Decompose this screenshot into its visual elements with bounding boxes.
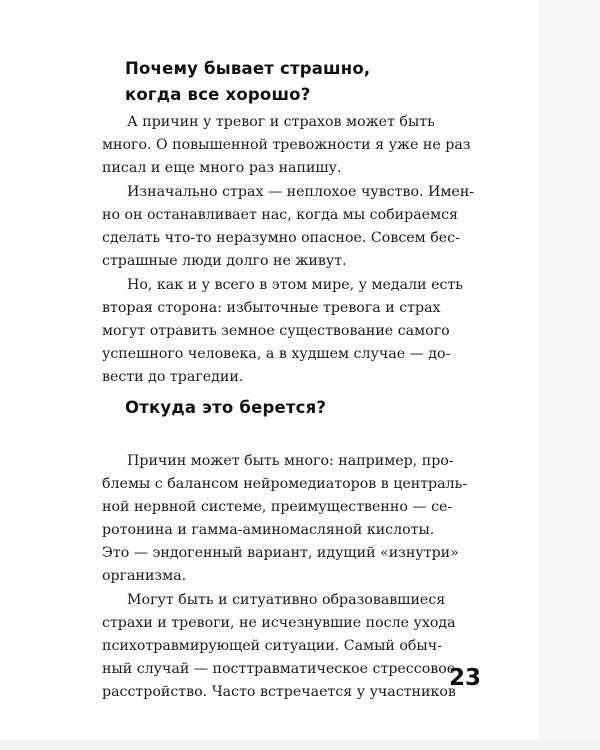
text-line: Причин может быть много: например, про- [127, 453, 454, 469]
text-line: много. О повышенной тревожности я уже не раз [102, 137, 471, 153]
heading-line: когда все хорошо? [125, 85, 311, 104]
section-heading-why-scared [125, 56, 370, 108]
text-line: ный случай — посттравматическое стрессовое [102, 661, 456, 677]
text-line: психотравмирующей ситуации. Самый обыч- [102, 638, 442, 654]
text-line: успешного человека, а в худшем случае — до- [102, 346, 451, 362]
text-line: могут отравить земное существование самого [102, 323, 450, 339]
heading-line: Откуда это берется? [125, 398, 327, 417]
text-line: страшные люди долго не живут. [102, 253, 347, 269]
text-line: сделать что-то неразумно опасное. Совсем бес- [102, 230, 460, 246]
text-line: но он останавливает нас, когда мы собираемся [102, 207, 458, 223]
text-line: Изначально страх — неплохое чувство. Имен- [127, 184, 475, 200]
text-line: Это — эндогенный вариант, идущий «изнутри» [102, 545, 459, 561]
text-line: ной нервной системе, преимущественно — се- [102, 499, 453, 515]
text-line: А причин у тревог и страхов может быть [127, 114, 435, 130]
page-number: 23 [449, 665, 482, 691]
page-edge-shadow [538, 0, 600, 750]
section-heading-where-from [125, 395, 326, 421]
page-edge-bottom [0, 740, 600, 750]
text-line: вторая сторона: избыточные тревога и страх [102, 300, 441, 316]
heading-line: Почему бывает страшно, [125, 59, 371, 78]
text-line: расстройство. Часто встречается у участников [102, 684, 456, 700]
text-line: писал и еще много раз напишу. [102, 160, 342, 176]
text-line: организма. [102, 568, 187, 584]
text-line: страхи и тревоги, не исчезнувшие после ухода [102, 615, 456, 631]
text-line: блемы с балансом нейромедиаторов в централь- [102, 476, 468, 492]
text-line: Но, как и у всего в этом мире, у медали есть [127, 277, 464, 293]
text-line: ротонина и гамма-аминомасляной кислоты. [102, 522, 435, 538]
text-line: вести до трагедии. [102, 369, 244, 385]
text-line: Могут быть и ситуативно образовавшиеся [127, 592, 446, 608]
